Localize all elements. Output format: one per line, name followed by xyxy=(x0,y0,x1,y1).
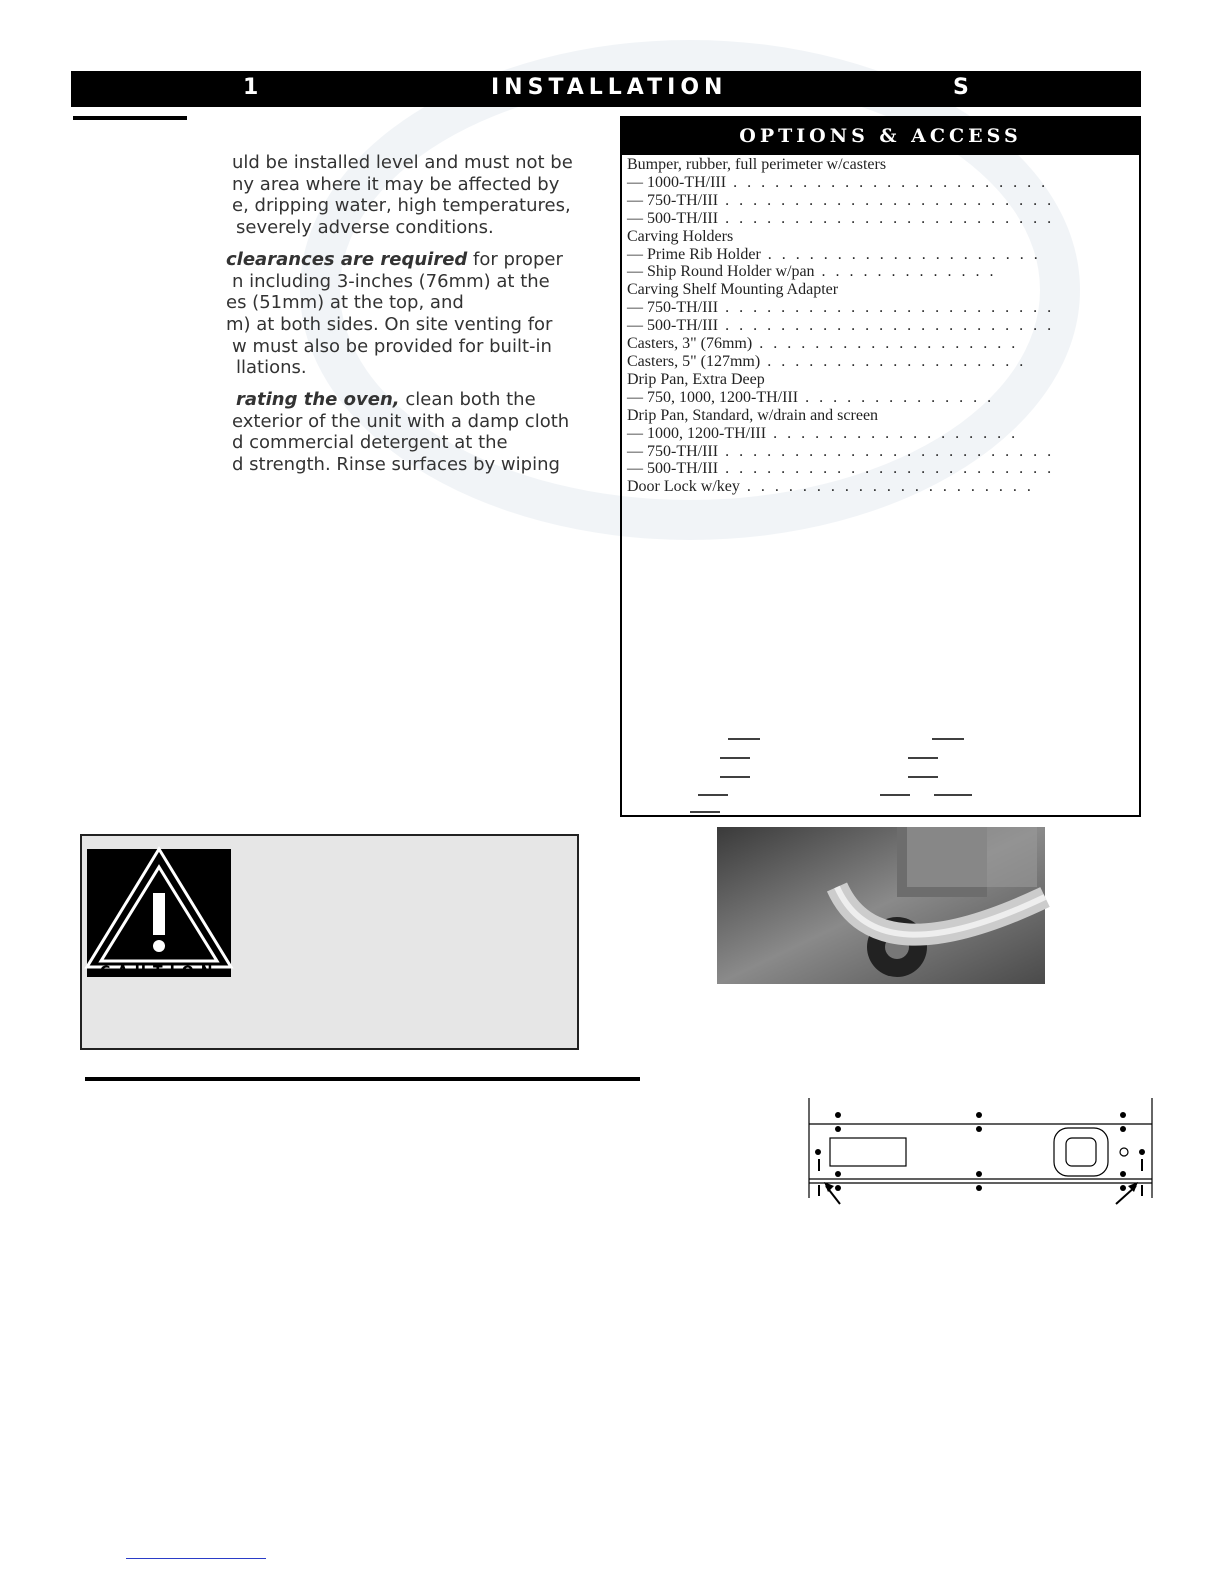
option-leader-dots: . . . . . . . . . . . . . . . . . . . . . . . . xyxy=(718,209,1055,227)
header-underline xyxy=(73,116,187,120)
order-blank-lines xyxy=(622,118,1139,815)
text-line: llations. xyxy=(236,357,307,379)
option-label: — 750-TH/III xyxy=(627,191,719,209)
emphasis-clearances: clearances are required xyxy=(226,248,468,270)
text-line: exterior of the unit with a damp cloth xyxy=(232,410,570,432)
option-leader-dots: . . . . . . . . . . . . . . . . . . . . . . . . xyxy=(718,299,1055,317)
option-leader-dots: . . . . . . . . . . . . . . xyxy=(798,388,995,406)
option-label: Carving Holders xyxy=(627,227,734,245)
text-line: uld be installed level and must not be xyxy=(232,152,573,173)
option-leader-dots: . . . . . . . . . . . . . . . . . . . . . . . xyxy=(726,173,1049,191)
option-label: — 750-TH/III xyxy=(627,442,719,460)
installation-text xyxy=(226,152,616,486)
text-line: d commercial detergent at the xyxy=(232,432,508,454)
text-line: es (51mm) at the top, and xyxy=(226,292,464,314)
paragraph-clearances xyxy=(226,249,616,379)
text-line: w must also be provided for built-in xyxy=(232,335,552,357)
option-label: — 500-TH/III xyxy=(627,209,719,227)
option-leader-dots: . . . . . . . . . . . . . . . . . . . . . . . . xyxy=(718,460,1055,478)
section-number: 1 xyxy=(243,75,264,100)
caution-box xyxy=(80,834,579,1050)
text-line: severely adverse conditions. xyxy=(236,217,494,239)
option-label: Door Lock w/key xyxy=(627,478,740,496)
option-label: Carving Shelf Mounting Adapter xyxy=(627,281,839,299)
options-accessories-box xyxy=(620,116,1141,817)
option-label: — Prime Rib Holder xyxy=(627,245,761,263)
footer-link-underline[interactable] xyxy=(126,1558,266,1559)
text-line: for proper xyxy=(467,248,563,270)
option-leader-dots: . . . . . . . . . . . . . . . . . . . . . xyxy=(739,478,1034,496)
text-line: d strength. Rinse surfaces by wiping xyxy=(232,454,560,476)
section-title: INSTALLATION xyxy=(491,75,728,100)
section-title-tail: S xyxy=(953,75,974,100)
oven-panel-diagram xyxy=(806,1096,1156,1206)
option-label: Casters, 5" (127mm) xyxy=(627,352,761,370)
option-label: — 1000-TH/III xyxy=(627,173,727,191)
option-leader-dots: . . . . . . . . . . . . . . . . . . xyxy=(766,424,1019,442)
caution-label: CAUTION xyxy=(100,964,220,980)
option-leader-dots: . . . . . . . . . . . . . . . . . . . . . . . . xyxy=(718,317,1055,335)
text-line: e, dripping water, high temperatures, xyxy=(232,195,571,217)
option-leader-dots: . . . . . . . . . . . . . . . . . . . . xyxy=(760,245,1041,263)
section-header-bar xyxy=(71,71,1141,107)
option-leader-dots: . . . . . . . . . . . . . . . . . . . xyxy=(760,352,1027,370)
option-leader-dots: . . . . . . . . . . . . . xyxy=(814,263,997,281)
option-label: Drip Pan, Extra Deep xyxy=(627,370,765,388)
text-line: ny area where it may be affected by xyxy=(232,173,560,195)
paragraph-location xyxy=(226,152,616,239)
option-leader-dots: . . . . . . . . . . . . . . . . . . . xyxy=(752,335,1019,353)
section-rule xyxy=(85,1077,640,1081)
option-label: Drip Pan, Standard, w/drain and screen xyxy=(627,406,879,424)
emphasis-operating: rating the oven, xyxy=(236,389,400,411)
text-line: m) at both sides. On site venting for xyxy=(226,313,553,335)
option-leader-dots: . . . . . . . . . . . . . . . . . . . . . . . . xyxy=(718,191,1055,209)
text-line: n including 3-inches (76mm) at the xyxy=(232,270,550,292)
options-title: OPTIONS & ACCESS xyxy=(622,118,1139,155)
caster-bumper-photo xyxy=(717,827,1045,984)
option-label: — 500-TH/III xyxy=(627,317,719,335)
option-label: — 1000, 1200-TH/III xyxy=(627,424,767,442)
caution-warning-icon xyxy=(87,849,231,977)
option-label: — 750-TH/III xyxy=(627,299,719,317)
option-label: — 750, 1000, 1200-TH/III xyxy=(627,388,799,406)
option-label: Casters, 3" (76mm) xyxy=(627,335,753,353)
option-label: — 500-TH/III xyxy=(627,460,719,478)
option-label: Bumper, rubber, full perimeter w/casters xyxy=(627,156,887,173)
option-leader-dots: . . . . . . . . . . . . . . . . . . . . . . . . xyxy=(718,442,1055,460)
text-line: clean both the xyxy=(399,389,536,411)
option-label: — Ship Round Holder w/pan xyxy=(627,263,815,281)
paragraph-cleaning xyxy=(226,389,616,476)
